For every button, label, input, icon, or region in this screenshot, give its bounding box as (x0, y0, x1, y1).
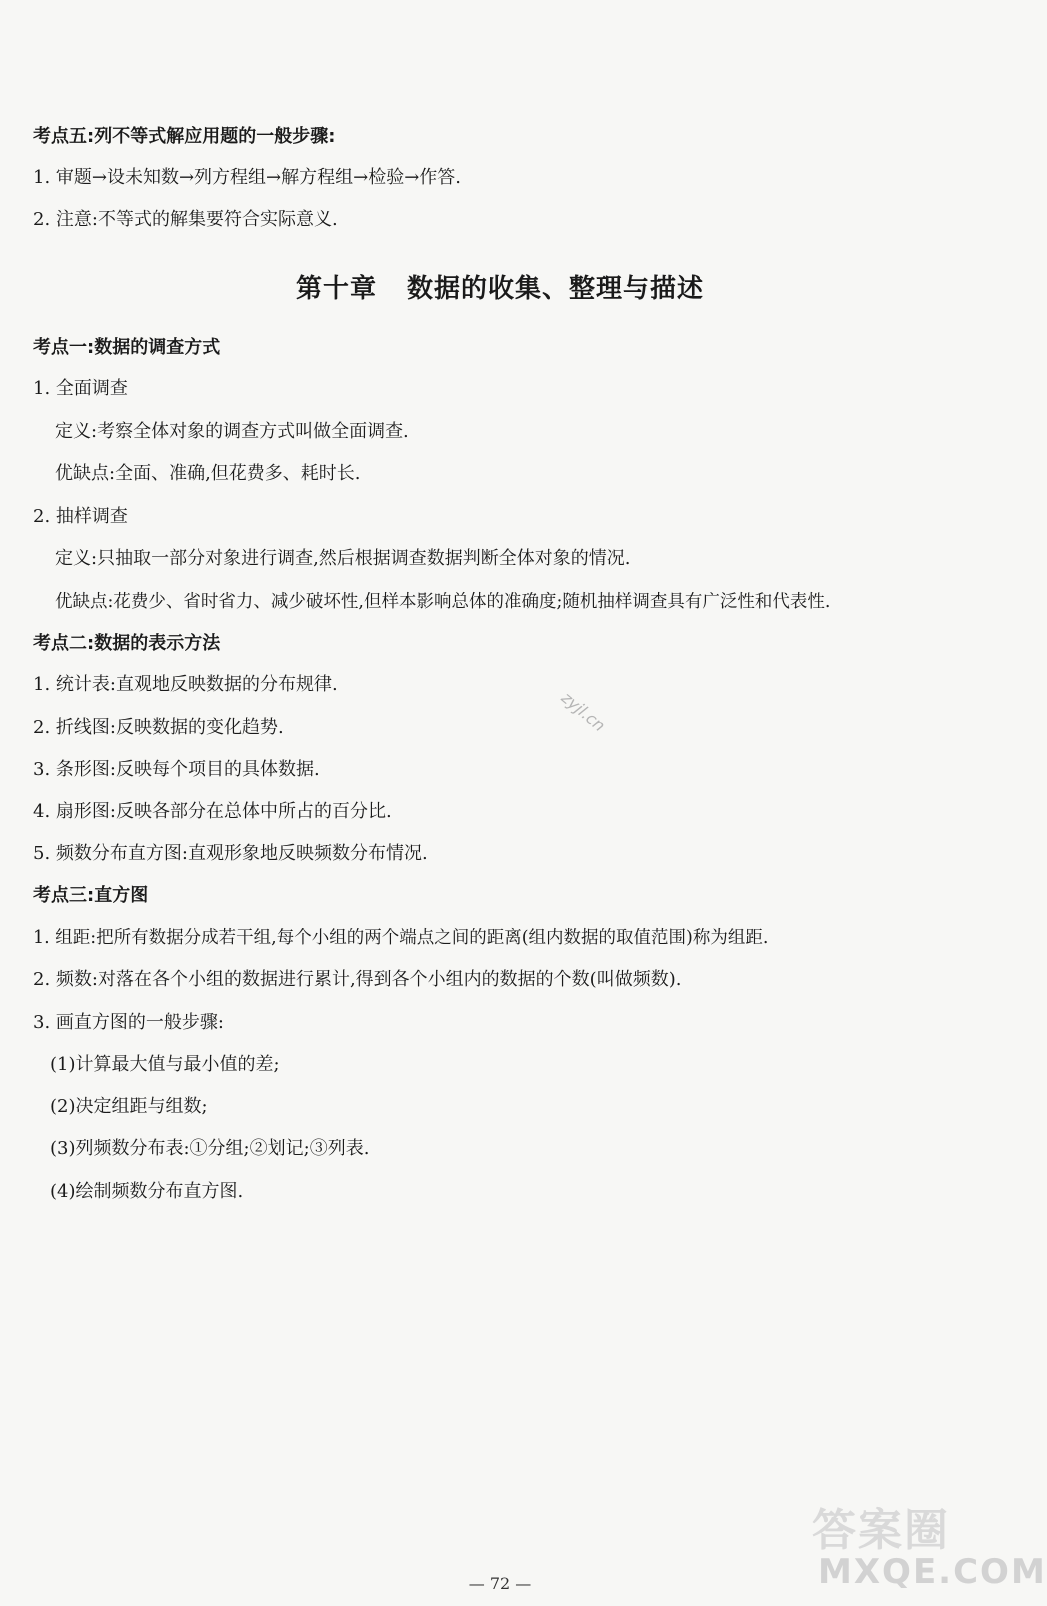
point2-item-3: 3. 条形图:反映每个项目的具体数据. (33, 759, 320, 780)
logo-domain: MXQE.COM (818, 1552, 1047, 1592)
point3-item-2: 2. 频数:对落在各个小组的数据进行累计,得到各个小组内的数据的个数(叫做频数). (33, 969, 682, 990)
logo-mark: 答案圈 (812, 1505, 950, 1556)
point1-sub2-definition: 定义:只抽取一部分对象进行调查,然后根据调查数据判断全体对象的情况. (55, 548, 631, 569)
chapter-number: 第十章 (295, 274, 377, 304)
watermark-text: zyjl.cn (557, 688, 609, 736)
point2-item-4: 4. 扇形图:反映各部分在总体中所占的百分比. (33, 801, 392, 822)
point2-item-5: 5. 频数分布直方图:直观形象地反映频数分布情况. (33, 843, 428, 864)
point5-item-1: 1. 审题→设未知数→列方程组→解方程组→检验→作答. (33, 167, 462, 188)
point3-item-3: 3. 画直方图的一般步骤: (33, 1012, 224, 1033)
point1-sub1-pros-cons: 优缺点:全面、准确,但花费多、耗时长. (55, 463, 361, 484)
point1-sub1-title: 1. 全面调查 (33, 378, 128, 399)
point2-heading: 考点二:数据的表示方法 (33, 633, 221, 654)
point3-step-3: (3)列频数分布表:①分组;②划记;③列表. (50, 1138, 370, 1159)
point5-heading: 考点五:列不等式解应用题的一般步骤: (33, 126, 336, 147)
point1-heading: 考点一:数据的调查方式 (33, 337, 221, 358)
point3-step-1: (1)计算最大值与最小值的差; (50, 1054, 280, 1075)
chapter-title (0, 268, 1000, 305)
point2-item-2: 2. 折线图:反映数据的变化趋势. (33, 717, 284, 738)
point1-sub1-definition: 定义:考察全体对象的调查方式叫做全面调查. (55, 421, 409, 442)
page-number: — 72 — (468, 1574, 532, 1593)
point3-item-1: 1. 组距:把所有数据分成若干组,每个小组的两个端点之间的距离(组内数据的取值范围)称为组距. (33, 928, 769, 948)
point2-item-1: 1. 统计表:直观地反映数据的分布规律. (33, 674, 338, 695)
point3-step-2: (2)决定组距与组数; (50, 1096, 208, 1117)
chapter-name: 数据的收集、整理与描述 (407, 274, 705, 304)
point1-sub2-title: 2. 抽样调查 (33, 506, 128, 527)
point3-heading: 考点三:直方图 (33, 885, 149, 906)
point3-step-4: (4)绘制频数分布直方图. (50, 1181, 244, 1202)
point1-sub2-pros-cons: 优缺点:花费少、省时省力、减少破坏性,但样本影响总体的准确度;随机抽样调查具有广泛性和代表性. (55, 592, 831, 612)
point5-item-2: 2. 注意:不等式的解集要符合实际意义. (33, 209, 338, 230)
